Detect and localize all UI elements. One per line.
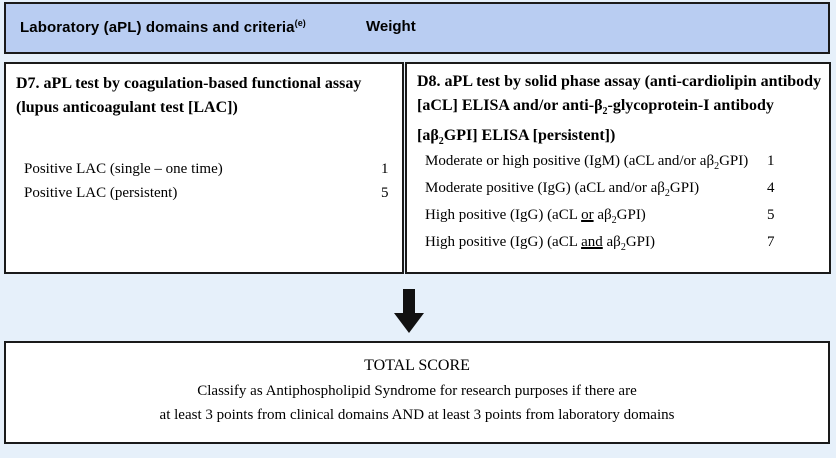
d7-item [24,158,389,180]
weight-label: Weight [366,18,416,35]
d8-item-weight: 1 [767,153,775,169]
d8-title: D8. aPL test by solid phase assay (anti-cardiolipin antibody [aCL] ELISA and/or anti-$\beta_2-glycoprotein-I$ antibody $[a\beta_2GPI]$ ELISA [persistent]) [417,73,822,148]
d8-item-weight: 5 [767,207,775,223]
d7-title: D7. aPL test by coagulation-based functional assay (lupus anticoagulant test [LAC]) [16,75,362,116]
total-score-line2: at least 3 points from clinical domains AND at least 3 points from laboratory domains [159,407,675,423]
total-score-line1: Classify as Antiphospholipid Syndrome for research purposes if there are [197,383,637,399]
d8-item: High positive (IgG) (aCL and $a\beta_2GPI$) 7 [425,231,655,259]
d7-panel [4,62,404,274]
d8-item-weight: 4 [767,180,775,196]
laboratory-header [4,2,830,54]
d8-item: Moderate positive (IgG) (aCL and/or $a\beta_2GPI$) 4 [425,177,699,205]
down-arrow-icon [394,289,424,333]
header-title: Laboratory (aPL) domains and criteria$^{(e)}$ [20,18,306,36]
header-footnote-marker: (e) [294,18,306,28]
d7-item-weight: 5 [381,185,389,201]
d7-item-weight: 1 [381,161,389,177]
d8-item: High positive (IgG) (aCL or $a\beta_2GPI$) 5 [425,204,646,232]
d7-item [24,182,389,204]
total-score-title: TOTAL SCORE [364,357,470,374]
d8-panel [405,62,831,274]
total-score-box [4,341,830,444]
d7-item-label: Positive LAC (persistent) [24,185,178,201]
d7-item-label: Positive LAC (single – one time) [24,161,223,177]
d8-item-weight: 7 [767,234,775,250]
d8-item: Moderate or high positive (IgM) (aCL and/or $a\beta_2GPI$) 1 [425,150,748,178]
